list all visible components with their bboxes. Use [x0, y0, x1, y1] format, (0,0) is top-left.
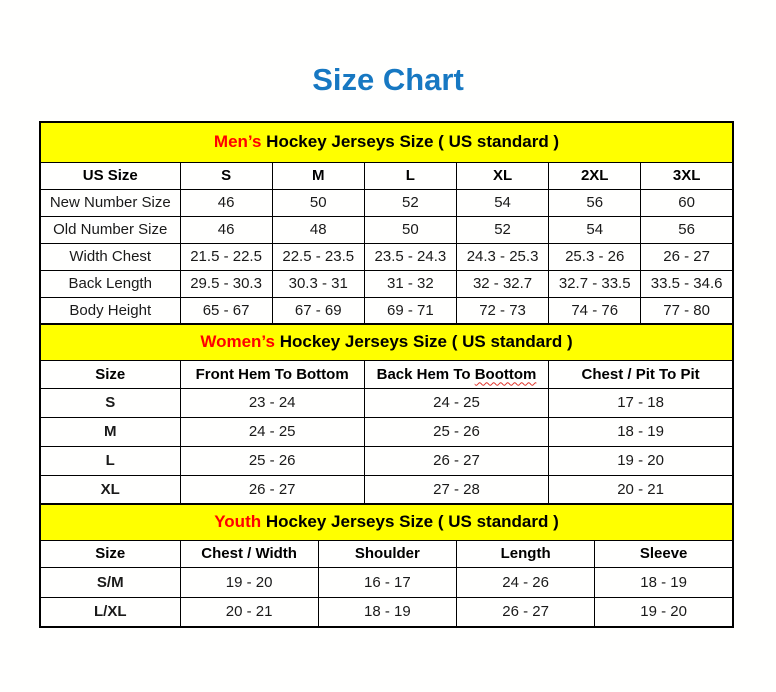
womens-banner-text: Hockey Jerseys Size ( US standard ) [274, 332, 573, 352]
cell: 19 - 20 [595, 597, 733, 627]
womens-banner-highlight: Women’s [200, 332, 275, 352]
table-row [40, 297, 733, 324]
column-header: 2XL [549, 162, 641, 189]
cell: 26 - 27 [641, 243, 733, 270]
cell: 32.7 - 33.5 [549, 270, 641, 297]
column-header: Size [40, 360, 180, 388]
column-header: 3XL [641, 162, 733, 189]
cell: 31 - 32 [364, 270, 456, 297]
row-label: Old Number Size [40, 216, 180, 243]
column-header: Back Hem To Boottom [364, 360, 548, 388]
mens-banner [40, 122, 733, 162]
cell: 52 [364, 189, 456, 216]
row-label: L [40, 446, 180, 475]
cell: 25 - 26 [180, 446, 364, 475]
cell: 25 - 26 [364, 417, 548, 446]
table-row [40, 567, 733, 597]
cell: 46 [180, 216, 272, 243]
cell: 23 - 24 [180, 388, 364, 417]
cell: 48 [272, 216, 364, 243]
cell: 16 - 17 [318, 567, 456, 597]
table-row [40, 417, 733, 446]
table-row [40, 270, 733, 297]
womens-banner [40, 324, 733, 360]
column-header: XL [456, 162, 548, 189]
youth-banner [40, 504, 733, 540]
womens-header-row [40, 360, 733, 388]
page-title: Size Chart [312, 62, 464, 97]
cell: 26 - 27 [364, 446, 548, 475]
cell: 25.3 - 26 [549, 243, 641, 270]
womens-size-table [39, 323, 734, 505]
row-label: L/XL [40, 597, 180, 627]
cell: 50 [272, 189, 364, 216]
cell: 24 - 26 [457, 567, 595, 597]
table-row [40, 446, 733, 475]
cell: 46 [180, 189, 272, 216]
column-header: Chest / Pit To Pit [549, 360, 733, 388]
row-label: M [40, 417, 180, 446]
mens-banner-text: Hockey Jerseys Size ( US standard ) [261, 132, 560, 152]
youth-banner-text: Hockey Jerseys Size ( US standard ) [261, 512, 559, 532]
row-label: XL [40, 475, 180, 504]
womens-banner-row [40, 324, 733, 360]
cell: 27 - 28 [364, 475, 548, 504]
column-header: Shoulder [318, 540, 456, 567]
cell: 69 - 71 [364, 297, 456, 324]
mens-banner-highlight: Men’s [213, 132, 262, 152]
cell: 19 - 20 [180, 567, 318, 597]
cell: 20 - 21 [180, 597, 318, 627]
mens-size-table [39, 121, 734, 325]
cell: 30.3 - 31 [272, 270, 364, 297]
row-label: Back Length [40, 270, 180, 297]
column-header: Size [40, 540, 180, 567]
cell: 60 [641, 189, 733, 216]
cell: 72 - 73 [456, 297, 548, 324]
row-label: New Number Size [40, 189, 180, 216]
cell: 18 - 19 [318, 597, 456, 627]
cell: 77 - 80 [641, 297, 733, 324]
row-label: S [40, 388, 180, 417]
cell: 26 - 27 [457, 597, 595, 627]
column-header: Sleeve [595, 540, 733, 567]
mens-header-row [40, 162, 733, 189]
cell: 74 - 76 [549, 297, 641, 324]
cell: 24 - 25 [180, 417, 364, 446]
cell: 54 [549, 216, 641, 243]
row-label: Body Height [40, 297, 180, 324]
misspelled-word: Boottom [474, 365, 537, 383]
cell: 18 - 19 [549, 417, 733, 446]
cell: 67 - 69 [272, 297, 364, 324]
cell: 23.5 - 24.3 [364, 243, 456, 270]
cell: 26 - 27 [180, 475, 364, 504]
cell: 33.5 - 34.6 [641, 270, 733, 297]
cell: 20 - 21 [549, 475, 733, 504]
column-header: M [272, 162, 364, 189]
cell: 17 - 18 [549, 388, 733, 417]
cell: 22.5 - 23.5 [272, 243, 364, 270]
table-row [40, 243, 733, 270]
table-row [40, 216, 733, 243]
column-header: S [180, 162, 272, 189]
cell: 56 [641, 216, 733, 243]
row-label: S/M [40, 567, 180, 597]
table-row [40, 597, 733, 627]
cell: 19 - 20 [549, 446, 733, 475]
cell: 50 [364, 216, 456, 243]
cell: 24 - 25 [364, 388, 548, 417]
table-row [40, 189, 733, 216]
column-header: US Size [40, 162, 180, 189]
cell: 52 [456, 216, 548, 243]
cell: 54 [456, 189, 548, 216]
table-row [40, 388, 733, 417]
youth-size-table [39, 503, 734, 628]
column-header: L [364, 162, 456, 189]
cell: 32 - 32.7 [456, 270, 548, 297]
cell: 65 - 67 [180, 297, 272, 324]
cell: 21.5 - 22.5 [180, 243, 272, 270]
mens-banner-row [40, 122, 733, 162]
youth-banner-row [40, 504, 733, 540]
row-label: Width Chest [40, 243, 180, 270]
size-tables [39, 121, 734, 628]
youth-banner-highlight: Youth [214, 512, 262, 532]
table-row [40, 475, 733, 504]
column-header: Chest / Width [180, 540, 318, 567]
cell: 24.3 - 25.3 [456, 243, 548, 270]
cell: 18 - 19 [595, 567, 733, 597]
column-header: Length [457, 540, 595, 567]
youth-header-row [40, 540, 733, 567]
column-header: Front Hem To Bottom [180, 360, 364, 388]
cell: 56 [549, 189, 641, 216]
cell: 29.5 - 30.3 [180, 270, 272, 297]
